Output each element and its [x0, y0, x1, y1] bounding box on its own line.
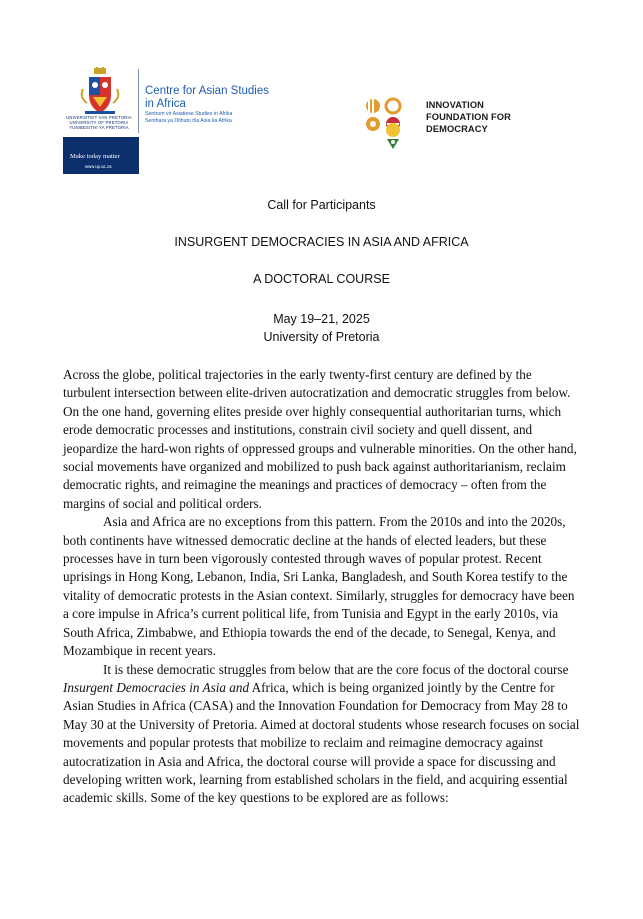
- logo-divider: [138, 69, 139, 133]
- course-title: INSURGENT DEMOCRACIES IN ASIA AND AFRICA: [174, 235, 469, 249]
- course-subtitle: A DOCTORAL COURSE: [253, 272, 390, 286]
- paragraph-3: It is these democratic struggles from below that are the core focus of the doctoral course Insurgent Democracies in Asia and Africa, which is being organized jointly by the Centre for Asian Studies in Africa (CASA) and the Innovation Foundation for Democracy from May 28 to May 30 at the University of Pretoria. Aimed at doctoral students whose research focuses on social movements and popular protests that mobilize to reclaim and reimagine democracy against autocratization in Asia and Africa, the doctoral course will provide a space for discussing and developing written work, learning from established scholars in the field, and acquiring essential academic skills. Some of the key questions to be explored are as follows:: [63, 661, 580, 806]
- call-for-participants-heading: Call for Participants: [267, 198, 376, 212]
- casa-subtitle: Sentrum vir Asiatiese Studies in Afrika Senthara ya Dithuto tša Asia ka Afrika: [145, 111, 233, 124]
- university-names: UNIVERSITEIT VAN PRETORIA UNIVERSITY OF PRETORIA YUNIBESITHI YA PRETORIA: [66, 115, 132, 130]
- ifd-name: INNOVATION FOUNDATION FOR DEMOCRACY: [426, 100, 511, 134]
- casa-title: Centre for Asian Studies in Africa: [145, 85, 270, 110]
- ifd-logo: [364, 97, 534, 157]
- body-text: [63, 366, 580, 808]
- course-name-italic: Insurgent Democracies in Asia and: [63, 679, 250, 695]
- casa-logo: [63, 65, 303, 175]
- paragraph-1: Across the globe, political trajectories in the early twenty-first century are defined by the turbulent intersection between elite-driven autocratization and democratic struggles from below. On the one hand, governing elites preside over highly consequential authoritarian turns, which erode democratic processes and institutions, constrain civil society and quell dissent, and jeopardize the hard-won rights of oppressed groups and vulnerable minorities. On the other hand, social movements have organized and mobilized to push back against authoritarianism, reclaim democratic rights, and reimagine the meanings and practices of democracy – often from the margins of social and political orders.: [63, 367, 577, 511]
- course-venue: University of Pretoria: [263, 330, 380, 344]
- course-dates: May 19–21, 2025: [273, 312, 370, 326]
- make-today-matter-banner: Make today matter www.up.ac.za: [63, 137, 139, 174]
- ifd-mark-icon: [364, 97, 404, 155]
- university-crest-icon: [75, 67, 125, 117]
- paragraph-2: Asia and Africa are no exceptions from this pattern. From the 2010s and into the 2020s, both continents have witnessed democratic decline at the hands of elected leaders, but these processes have in turn been vigorously contested through waves of popular protest. Recent uprisings in Hong Kong, Lebanon, India, Sri Lanka, Bangladesh, and South Korea testify to the vitality of democratic protests in the Asian context. Similarly, struggles for democracy have been a core impulse in Africa’s current political life, from Tunisia and Egypt in the early 2010s, via South Africa, Zimbabwe, and Ethiopia towards the end of the decade, to Senegal, Kenya, and Mozambique in recent years.: [63, 514, 575, 659]
